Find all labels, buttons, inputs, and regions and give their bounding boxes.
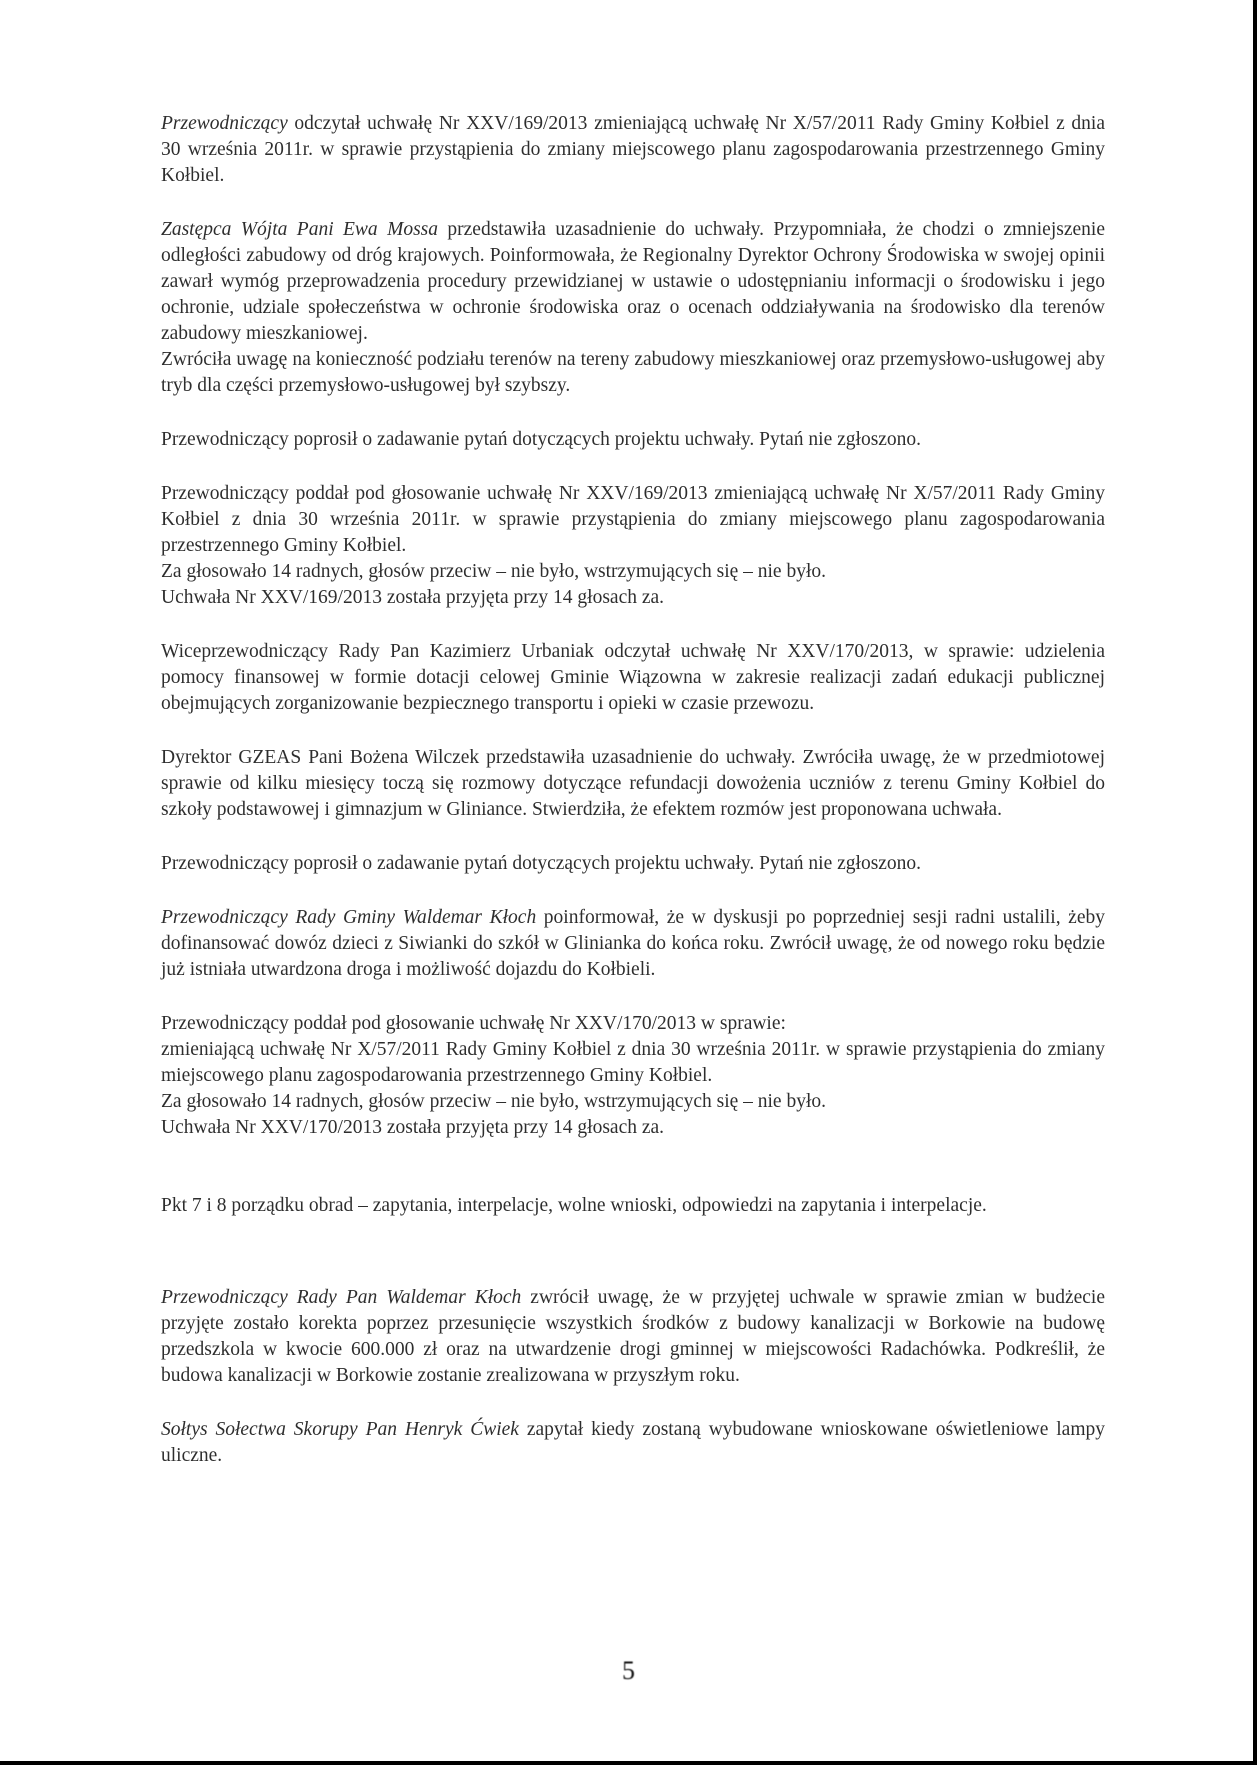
page-number: 5 [622,1656,635,1685]
paragraph-11-text: zwrócił uwagę, że w przyjętej uchwale w sprawie zmian w budżecie przyjęte zostało korekta poprzez przesunięcie wszystkich środków z budowy kanalizacji w Borkowie na budowę przedszkola w kwocie 600.000 zł oraz na utwardzenie drogi gminnej w miejscowości Radachówka. Podkreślił, że budowa kanalizacji w Borkowie zostanie zrealizowana w przyszłym roku. [161,1287,1105,1386]
paragraph-8-text: poinformował, że w dyskusji po poprzedniej sesji radni ustalili, żeby dofinansować dowóz dzieci z Siwianki do szkół w Glinianka do końca roku. Zwrócił uwagę, że od nowego roku będzie już istniała utwardzona droga i możliwość dojazdu do Kołbieli. [161,907,1105,980]
paragraph-2 [161,217,1105,399]
paragraph-4 [161,481,1105,611]
paragraph-7-text: Przewodniczący poprosił o zadawanie pytań dotyczących projektu uchwały. Pytań nie zgłoszono. [161,853,922,874]
document-body [161,111,1105,1497]
paragraph-12-text: zapytał kiedy zostaną wybudowane wnioskowane oświetleniowe lampy uliczne. [161,1419,1106,1466]
paragraph-2-text: przedstawiła uzasadnienie do uchwały. Przypomniała, że chodzi o zmniejszenie odległości zabudowy od dróg krajowych. Poinformowała, że Regionalny Dyrektor Ochrony Środowiska w swojej opinii zawarł wymóg przeprowadzenia procedury przewidzianej w ustawie o udostępnianiu informacji o środowisku i jego ochronie, udziale społeczeństwa w ochronie środowiska oraz o ocenach oddziaływania na środowisko dla terenów zabudowy mieszkaniowej. Zwróciła uwagę na konieczność podziału terenów na tereny zabudowy mieszkaniowej oraz przemysłowo-usługowej aby tryb dla części przemysłowo-usługowej był szybszy. [161,219,1105,396]
paragraph-12 [161,1417,1105,1469]
paragraph-3 [161,427,1105,453]
paragraph-9-text: Przewodniczący poddał pod głosowanie uchwałę Nr XXV/170/2013 w sprawie: zmieniającą uchwałę Nr X/57/2011 Rady Gminy Kołbiel z dnia 30 września 2011r. w sprawie przystąpienia do zmiany miejscowego planu zagospodarowania przestrzennego Gminy Kołbiel. Za głosowało 14 radnych, głosów przeciw – nie było, wstrzymujących się – nie było. Uchwała Nr XXV/170/2013 została przyjęta przy 14 głosach za. [161,1013,1105,1138]
paragraph-6-text: Dyrektor GZEAS Pani Bożena Wilczek przedstawiła uzasadnienie do uchwały. Zwróciła uwagę, że w przedmiotowej sprawie od kilku miesięcy toczą się rozmowy dotyczące refundacji dowożenia uczniów z terenu Gminy Kołbiel do szkoły podstawowej i gimnazjum w Gliniance. Stwierdziła, że efektem rozmów jest proponowana uchwała. [161,747,1105,820]
paragraph-10 [161,1193,1105,1219]
paragraph-11 [161,1285,1105,1389]
paragraph-5-text: Wiceprzewodniczący Rady Pan Kazimierz Urbaniak odczytał uchwałę Nr XXV/170/2013, w sprawie: udzielenia pomocy finansowej w formie dotacji celowej Gminie Wiązowna w zakresie realizacji zadań edukacji publicznej obejmujących zorganizowanie bezpiecznego transportu i opieki w czasie przewozu. [161,641,1105,714]
paragraph-2-speaker: Zastępca Wójta Pani Ewa Mossa [161,219,438,240]
paragraph-8-speaker: Przewodniczący Rady Gminy Waldemar Kłoch [161,907,537,928]
paragraph-1-speaker: Przewodniczący [161,113,288,134]
paragraph-7 [161,851,1105,877]
paragraph-4-text: Przewodniczący poddał pod głosowanie uchwałę Nr XXV/169/2013 zmieniającą uchwałę Nr X/57/2011 Rady Gminy Kołbiel z dnia 30 września 2011r. w sprawie przystąpienia do zmiany miejscowego planu zagospodarowania przestrzennego Gminy Kołbiel. Za głosowało 14 radnych, głosów przeciw – nie było, wstrzymujących się – nie było. Uchwała Nr XXV/169/2013 została przyjęta przy 14 głosach za. [161,483,1105,608]
paragraph-8 [161,905,1105,983]
paragraph-1-text: odczytał uchwałę Nr XXV/169/2013 zmieniającą uchwałę Nr X/57/2011 Rady Gminy Kołbiel z dnia 30 września 2011r. w sprawie przystąpienia do zmiany miejscowego planu zagospodarowania przestrzennego Gminy Kołbiel. [161,113,1105,186]
paragraph-12-speaker: Sołtys Sołectwa Skorupy Pan Henryk Ćwiek [161,1419,519,1440]
paragraph-9 [161,1011,1105,1141]
paragraph-6 [161,745,1105,823]
paragraph-10-text: Pkt 7 i 8 porządku obrad – zapytania, interpelacje, wolne wnioski, odpowiedzi na zapytania i interpelacje. [161,1195,987,1216]
paragraph-3-text: Przewodniczący poprosił o zadawanie pytań dotyczących projektu uchwały. Pytań nie zgłoszono. [161,429,922,450]
paragraph-11-speaker: Przewodniczący Rady Pan Waldemar Kłoch [161,1287,522,1308]
paragraph-5 [161,639,1105,717]
paragraph-1 [161,111,1105,189]
